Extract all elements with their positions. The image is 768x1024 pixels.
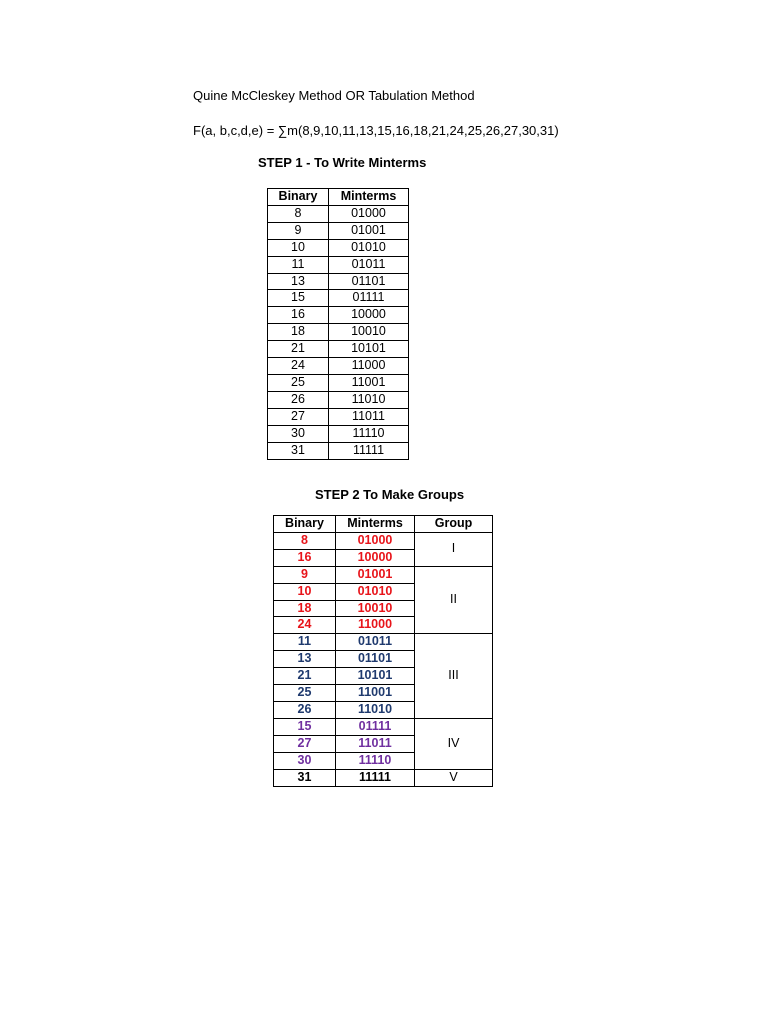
table-header-row [274,516,493,533]
table-row [274,769,493,786]
column-header-binary: Binary [274,516,336,533]
minterms-table [267,188,409,460]
binary-cell: 27 [274,735,336,752]
minterm-cell: 11011 [336,735,415,752]
table-row [268,408,409,425]
table-row [268,324,409,341]
binary-cell: 15 [268,290,329,307]
binary-cell: 18 [268,324,329,341]
minterm-cell: 01010 [329,239,409,256]
minterm-cell: 11001 [336,685,415,702]
step2-heading: STEP 2 To Make Groups [315,487,465,502]
minterm-cell: 11000 [336,617,415,634]
group-label-cell: I [415,532,493,566]
table-row [274,718,493,735]
table-row [268,222,409,239]
binary-cell: 9 [268,222,329,239]
page-title: Quine McCleskey Method OR Tabulation Method [193,88,475,103]
minterm-cell: 01000 [329,205,409,222]
column-header-group: Group [415,516,493,533]
binary-cell: 16 [274,549,336,566]
minterm-cell: 01101 [336,651,415,668]
table-row [268,273,409,290]
minterm-cell: 10010 [329,324,409,341]
table-header-row [268,189,409,206]
table-row [268,239,409,256]
table-row [268,307,409,324]
minterm-cell: 11001 [329,374,409,391]
table-row [268,374,409,391]
binary-cell: 26 [274,701,336,718]
binary-cell: 8 [274,532,336,549]
binary-cell: 15 [274,718,336,735]
minterm-cell: 11111 [329,442,409,459]
minterm-cell: 01010 [336,583,415,600]
minterm-cell: 11010 [336,701,415,718]
table-row [268,425,409,442]
minterm-cell: 01111 [329,290,409,307]
minterm-cell: 11111 [336,769,415,786]
step1-heading: STEP 1 - To Write Minterms [258,155,427,170]
table-row [268,205,409,222]
function-formula: F(a, b,c,d,e) = ∑m(8,9,10,11,13,15,16,18,21,24,25,26,27,30,31) [193,123,559,138]
binary-cell: 31 [274,769,336,786]
minterm-cell: 11010 [329,391,409,408]
table-row [268,358,409,375]
group-label-cell: V [415,769,493,786]
binary-cell: 24 [268,358,329,375]
binary-cell: 13 [268,273,329,290]
minterm-cell: 10101 [336,668,415,685]
binary-cell: 8 [268,205,329,222]
binary-cell: 13 [274,651,336,668]
minterm-cell: 01000 [336,532,415,549]
binary-cell: 10 [268,239,329,256]
table-row [268,442,409,459]
table-row [274,566,493,583]
minterm-cell: 01001 [336,566,415,583]
binary-cell: 10 [274,583,336,600]
binary-cell: 25 [268,374,329,391]
groups-table [273,515,493,787]
binary-cell: 26 [268,391,329,408]
minterm-cell: 10010 [336,600,415,617]
minterm-cell: 11110 [329,425,409,442]
binary-cell: 16 [268,307,329,324]
groups-table-body [274,532,493,786]
binary-cell: 11 [268,256,329,273]
table-row [268,290,409,307]
minterms-table-body [268,205,409,459]
table-row [274,634,493,651]
binary-cell: 30 [274,752,336,769]
group-label-cell: IV [415,718,493,769]
binary-cell: 25 [274,685,336,702]
minterm-cell: 01011 [329,256,409,273]
column-header-minterms: Minterms [336,516,415,533]
minterm-cell: 11000 [329,358,409,375]
binary-cell: 30 [268,425,329,442]
minterm-cell: 01111 [336,718,415,735]
minterm-cell: 01001 [329,222,409,239]
binary-cell: 24 [274,617,336,634]
binary-cell: 11 [274,634,336,651]
table-row [268,341,409,358]
table-row [268,391,409,408]
binary-cell: 21 [274,668,336,685]
binary-cell: 31 [268,442,329,459]
column-header-binary: Binary [268,189,329,206]
minterm-cell: 01011 [336,634,415,651]
binary-cell: 21 [268,341,329,358]
table-row [274,532,493,549]
table-row [268,256,409,273]
minterm-cell: 10000 [329,307,409,324]
group-label-cell: II [415,566,493,634]
minterm-cell: 11110 [336,752,415,769]
minterm-cell: 01101 [329,273,409,290]
binary-cell: 9 [274,566,336,583]
minterm-cell: 10000 [336,549,415,566]
group-label-cell: III [415,634,493,719]
minterm-cell: 10101 [329,341,409,358]
binary-cell: 18 [274,600,336,617]
binary-cell: 27 [268,408,329,425]
minterm-cell: 11011 [329,408,409,425]
column-header-minterms: Minterms [329,189,409,206]
